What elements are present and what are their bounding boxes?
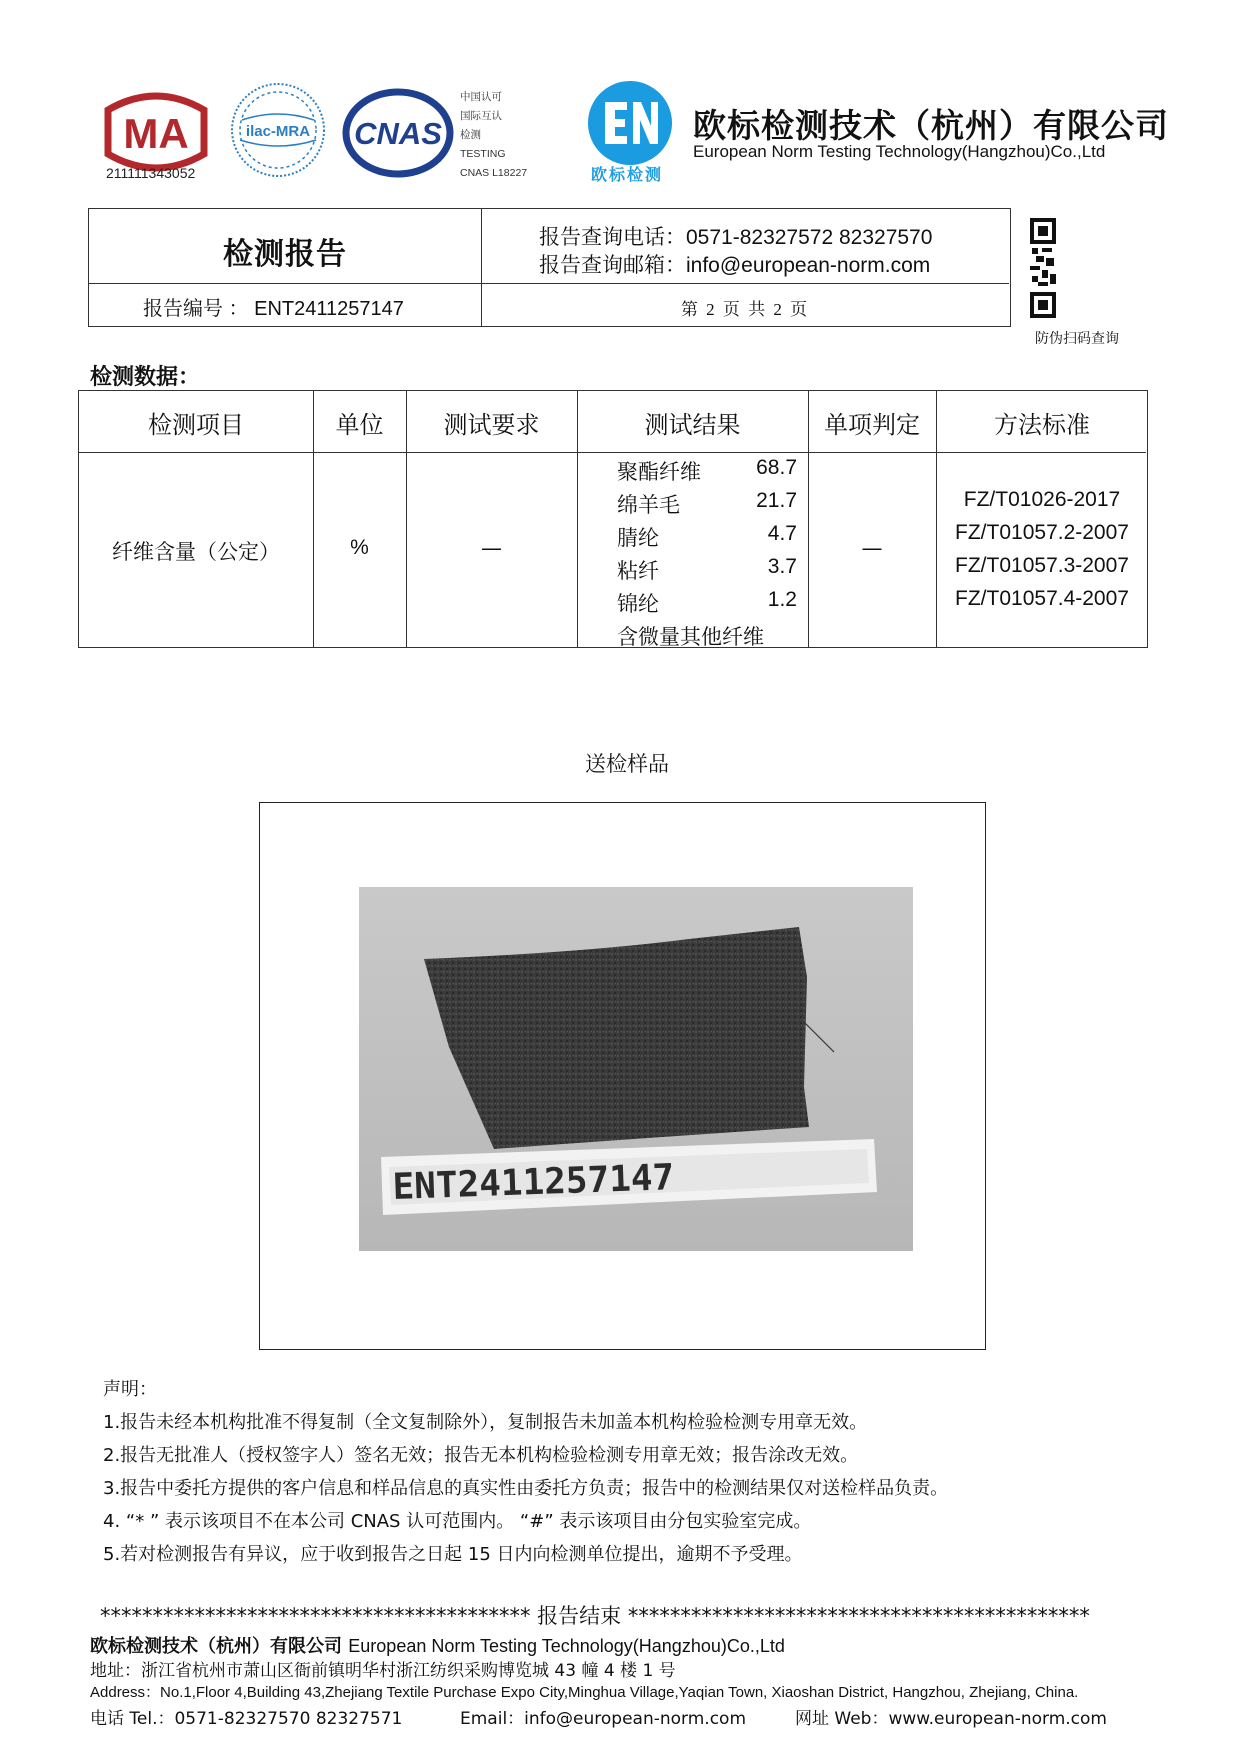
en-logo-caption: 欧标检测: [591, 165, 664, 184]
test-item: 纤维含量（公定）: [112, 540, 280, 564]
column-header: 测试要求: [443, 411, 540, 439]
method-standard: FZ/T01057.3-2007: [955, 554, 1129, 577]
test-requirement: —: [481, 536, 502, 560]
column-header: 检测项目: [148, 411, 244, 439]
item-judgement: —: [861, 536, 883, 560]
statement-item: 1.报告未经本机构批准不得复制（全文复制除外），复制报告未加盖本机构检验检测专用章无效。: [103, 1412, 868, 1433]
report-title: 检测报告: [223, 237, 347, 272]
ilac-mra-logo: [228, 80, 328, 180]
sample-label-text: ENT2411257147: [391, 1157, 675, 1208]
statement-item: 5.若对检测报告有异议，应于收到报告之日起 15 日内向检测单位提出，逾期不予受理。: [103, 1544, 803, 1565]
statement-title: 声明：: [103, 1379, 157, 1399]
footer-phone: 电话 Tel.：0571-82327570 82327571: [90, 1709, 403, 1729]
qr-caption: 防伪扫码查询: [1035, 332, 1119, 347]
method-standard: FZ/T01026-2017: [963, 488, 1121, 511]
ilac-logo-text: ilac-MRA: [245, 123, 311, 140]
en-company-logo: [585, 78, 675, 168]
cnas-logo-text: CNAS: [354, 116, 442, 151]
report-end-line: ***************************************** 报告结束 ********************************************: [100, 1604, 1090, 1628]
result-row: 含微量其他纤维: [617, 625, 764, 649]
method-standard: FZ/T01057.2-2007: [955, 521, 1129, 544]
result-row: 粘纤 3.7: [617, 555, 797, 583]
company-name-en: European Norm Testing Technology(Hangzhou)Co.,Ltd: [693, 142, 1106, 161]
footer-address-en: Address：No.1,Floor 4,Building 43,Zhejiang Textile Purchase Expo City,Minghua Village,Yaqian Town, Xiaoshan District, Hangzhou, Zhejiang, China.: [90, 1684, 1079, 1701]
footer-website[interactable]: 网址 Web：www.european-norm.com: [795, 1709, 1107, 1729]
footer-address-cn: 地址：浙江省杭州市萧山区衙前镇明华村浙江纺织采购博览城 43 幢 4 楼 1 号: [90, 1661, 676, 1681]
report-query-email: 报告查询邮箱：info@european-norm.com: [539, 254, 931, 277]
column-header: 单项判定: [824, 411, 920, 439]
report-query-phone: 报告查询电话：0571-82327572 82327570: [539, 226, 933, 249]
column-header: 测试结果: [644, 411, 741, 439]
page-indicator: 第 2 页 共 2 页: [680, 300, 810, 319]
result-row: 绵羊毛 21.7: [617, 489, 797, 517]
result-row: 聚酯纤维 68.7: [617, 456, 797, 484]
column-header: 单位: [335, 411, 384, 439]
cnas-accreditation-text: 中国认可 国际互认 检测 TESTING CNAS L18227: [460, 91, 528, 179]
cma-logo-text: MA: [123, 110, 189, 157]
qr-code-icon[interactable]: [1030, 218, 1056, 318]
divider: [89, 283, 1009, 284]
statement-item: 4. “* ” 表示该项目不在本公司 CNAS 认可范围内。 “#” 表示该项目由分包实验室完成。: [103, 1511, 812, 1532]
cnas-logo: [342, 88, 454, 178]
divider: [79, 452, 1146, 453]
statement-item: 3.报告中委托方提供的客户信息和样品信息的真实性由委托方负责；报告中的检测结果仅对送检样品负责。: [103, 1478, 949, 1499]
report-number: 报告编号 ： ENT2411257147: [143, 298, 404, 320]
result-row: 腈纶 4.7: [617, 522, 797, 550]
sample-caption: 送检样品: [585, 752, 669, 776]
unit: %: [350, 536, 369, 559]
sample-photo: [359, 887, 913, 1251]
test-data-table: [78, 390, 1148, 648]
footer-email[interactable]: Email：info@european-norm.com: [460, 1709, 747, 1729]
column-header: 方法标准: [994, 411, 1090, 439]
method-standard: FZ/T01057.4-2007: [955, 587, 1129, 610]
report-header-box: [88, 208, 1011, 327]
statement-item: 2.报告无批准人（授权签字人）签名无效；报告无本机构检验检测专用章无效；报告涂改无效。: [103, 1445, 859, 1466]
footer-company: 欧标检测技术（杭州）有限公司 European Norm Testing Technology(Hangzhou)Co.,Ltd: [90, 1636, 785, 1657]
result-row: 锦纶 1.2: [617, 588, 797, 616]
section-title: 检测数据：: [90, 365, 201, 390]
cma-cert-number: 211111343052: [106, 165, 196, 181]
sample-photo-frame: [259, 802, 986, 1350]
company-name-cn: 欧标检测技术（杭州）有限公司: [693, 106, 1169, 145]
